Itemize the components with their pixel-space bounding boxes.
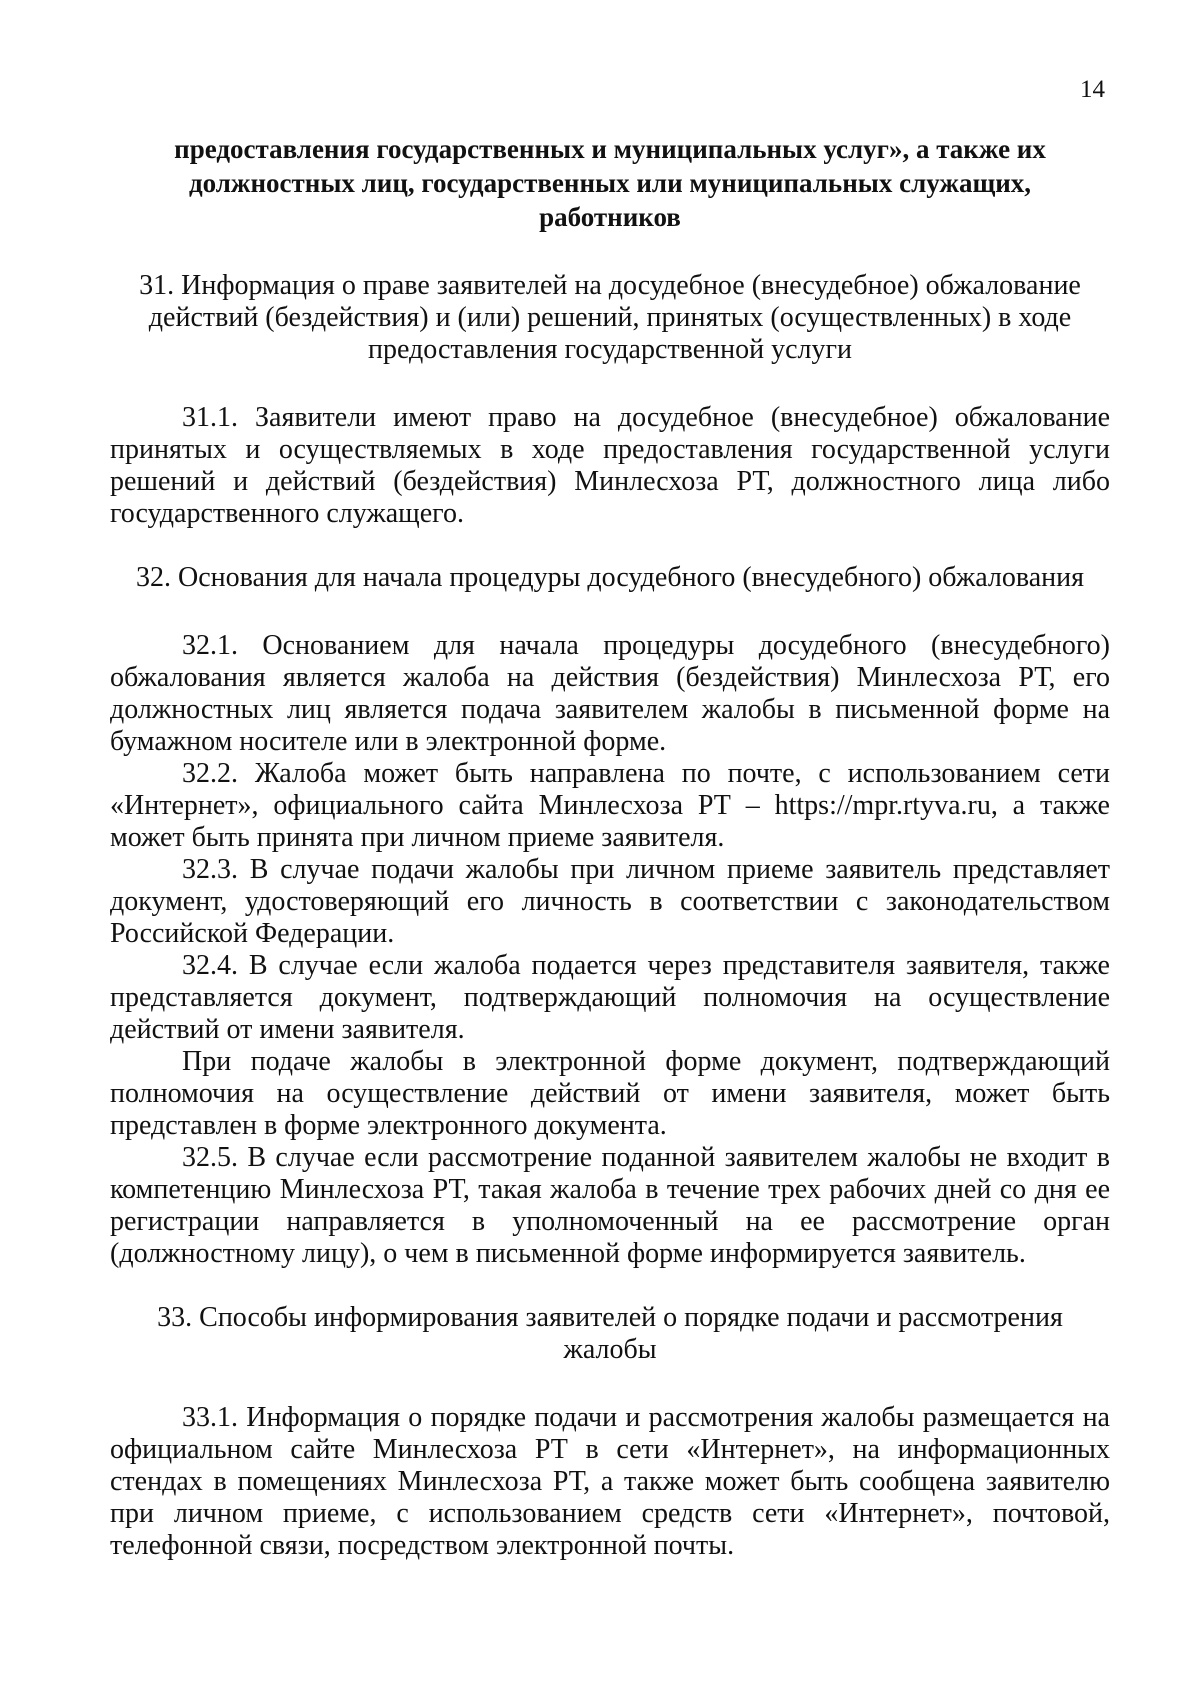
heading-line: 31. Информация о праве заявителей на досудебное (внесудебное) обжалование (139, 270, 1081, 301)
paragraph-32-3: 32.3. В случае подачи жалобы при личном приеме заявитель представляет документ, удостоверяющий его личность в соответствии с законодательством Российской Федерации. (110, 854, 1110, 949)
continued-heading (110, 132, 1110, 234)
spacer (110, 530, 1110, 562)
heading-line: 33. Способы информирования заявителей о порядке подачи и рассмотрения (157, 1302, 1063, 1333)
heading-line: действий (бездействия) и (или) решений, принятых (осуществленных) в ходе (148, 302, 1072, 333)
paragraph-32-5: 32.5. В случае если рассмотрение поданной заявителем жалобы не входит в компетенцию Минлесхоза РТ, такая жалоба в течение трех рабочих дней со дня ее регистрации направляется в уполномоченный на ее рассмотрение орган (должностному лицу), о чем в письменной форме информируется заявитель. (110, 1142, 1110, 1269)
heading-line: предоставления государственных и муниципальных услуг», а также их (174, 134, 1046, 164)
section-33-heading (110, 1302, 1110, 1366)
section-32-heading (110, 562, 1110, 594)
paragraph-32-2: 32.2. Жалоба может быть направлена по почте, с использованием сети «Интернет», официального сайта Минлесхоза РТ – https://mpr.rtyva.ru, а также может быть принята при личном приеме заявителя. (110, 758, 1110, 853)
paragraph-32-4-cont: При подаче жалобы в электронной форме документ, подтверждающий полномочия на осуществление действий от имени заявителя, может быть представлен в форме электронного документа. (110, 1046, 1110, 1141)
heading-line: 32. Основания для начала процедуры досудебного (внесудебного) обжалования (136, 562, 1084, 593)
spacer (110, 1366, 1110, 1402)
spacer (110, 366, 1110, 402)
spacer (110, 234, 1110, 270)
paragraph-31-1: 31.1. Заявители имеют право на досудебное (внесудебное) обжалование принятых и осуществляемых в ходе предоставления государственной услуги решений и действий (бездействия) Минлесхоза РТ, должностного лица либо государственного служащего. (110, 402, 1110, 529)
page-content (110, 132, 1110, 1562)
spacer (110, 594, 1110, 630)
heading-line: предоставления государственной услуги (368, 334, 852, 365)
paragraph-32-1: 32.1. Основанием для начала процедуры досудебного (внесудебного) обжалования является жалоба на действия (бездействия) Минлесхоза РТ, его должностных лиц является подача заявителем жалобы в письменной форме на бумажном носителе или в электронной форме. (110, 630, 1110, 757)
page-number: 14 (1080, 76, 1105, 103)
section-31-heading (110, 270, 1110, 366)
paragraph-32-4: 32.4. В случае если жалоба подается через представителя заявителя, также представляется документ, подтверждающий полномочия на осуществление действий от имени заявителя. (110, 950, 1110, 1045)
heading-line: должностных лиц, государственных или муниципальных служащих, (188, 168, 1032, 198)
paragraph-33-1: 33.1. Информация о порядке подачи и рассмотрения жалобы размещается на официальном сайте Минлесхоза РТ в сети «Интернет», на информационных стендах в помещениях Минлесхоза РТ, а также может быть сообщена заявителю при личном приеме, с использованием средств сети «Интернет», почтовой, телефонной связи, посредством электронной почты. (110, 1402, 1110, 1561)
spacer (110, 1270, 1110, 1302)
heading-line: жалобы (563, 1334, 657, 1365)
heading-line: работников (539, 202, 681, 232)
